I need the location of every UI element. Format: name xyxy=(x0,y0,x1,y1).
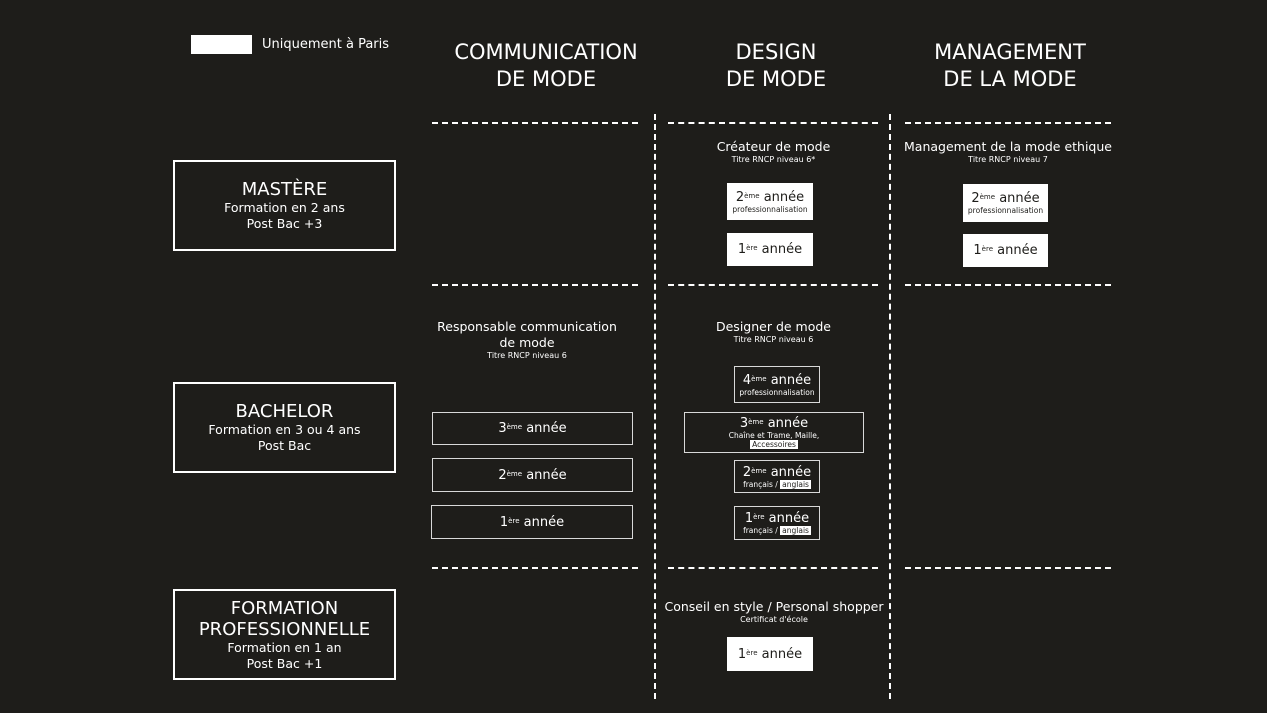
year-label: 1ère année xyxy=(499,514,565,530)
level-entry: Post Bac +3 xyxy=(246,216,323,231)
column-header-line: DE MODE xyxy=(495,67,597,91)
program-title: de mode xyxy=(499,335,555,350)
level-duration: Formation en 1 an xyxy=(227,639,342,655)
program-createur-de-mode xyxy=(676,139,871,165)
year-sub: Chaîne et Trame, Maille, xyxy=(728,431,820,440)
paris-only-highlight: anglais xyxy=(782,526,809,535)
year-label: 2ème année xyxy=(735,189,805,205)
program-rncp: Titre RNCP niveau 6 xyxy=(733,335,814,344)
program-designer-de-mode xyxy=(676,319,871,345)
level-box-bachelor xyxy=(173,382,396,473)
column-header-line: MANAGEMENT xyxy=(934,40,1086,64)
year-sub: professionnalisation xyxy=(967,206,1044,215)
level-title: BACHELOR xyxy=(235,401,334,422)
year-label: 3ème année xyxy=(498,421,567,436)
column-header-communication xyxy=(446,39,646,93)
program-conseil-en-style xyxy=(660,599,888,625)
row-separator xyxy=(432,284,638,286)
year-box-responsable-3 xyxy=(432,412,633,445)
year-label: 1ère année xyxy=(744,511,810,526)
year-box-designer-2 xyxy=(734,460,820,493)
row-separator xyxy=(905,567,1111,569)
level-entry: Post Bac +1 xyxy=(246,655,323,671)
row-separator xyxy=(668,567,878,569)
column-separator xyxy=(889,114,891,699)
program-title: Management de la mode ethique xyxy=(904,139,1112,154)
year-label: 2ème année xyxy=(498,467,567,483)
year-label: 2ème année xyxy=(742,464,812,480)
level-entry: Post Bac xyxy=(257,438,312,453)
year-sub: professionnalisation xyxy=(732,204,808,214)
row-separator xyxy=(905,284,1111,286)
level-box-mastere xyxy=(173,160,396,251)
column-header-line: DESIGN xyxy=(735,40,817,64)
paris-only-highlight: Accessoires xyxy=(752,440,796,449)
legend-label: Uniquement à Paris xyxy=(262,37,390,52)
year-label: 1ère année xyxy=(737,242,803,257)
column-header-design xyxy=(676,39,876,93)
program-rncp: Titre RNCP niveau 6 xyxy=(487,351,567,360)
program-title: Responsable communication xyxy=(437,319,617,334)
level-duration: Formation en 3 ou 4 ans xyxy=(208,422,361,437)
year-sub: français / anglais xyxy=(743,479,809,489)
year-box-createur-1 xyxy=(727,233,813,266)
level-title: MASTÈRE xyxy=(241,179,328,200)
year-box-designer-4 xyxy=(734,366,820,403)
year-box-responsable-2 xyxy=(432,458,633,492)
column-header-management xyxy=(910,39,1110,93)
year-sub: français / anglais xyxy=(743,526,809,535)
year-box-management-2 xyxy=(963,184,1048,222)
program-rncp: Titre RNCP niveau 6* xyxy=(731,155,816,164)
column-header-line: COMMUNICATION xyxy=(454,40,638,64)
program-rncp: Certificat d'école xyxy=(740,615,808,624)
year-box-designer-3 xyxy=(684,412,864,453)
row-separator xyxy=(432,122,638,124)
level-box-formation-professionnelle xyxy=(173,589,396,680)
paris-only-highlight: anglais xyxy=(782,479,809,489)
year-label: 1ère année xyxy=(973,243,1038,258)
year-box-designer-1 xyxy=(734,506,820,540)
year-box-management-1 xyxy=(963,234,1048,267)
year-box-responsable-1 xyxy=(431,505,633,539)
year-label: 1ère année xyxy=(737,646,803,662)
year-box-createur-2 xyxy=(727,183,813,220)
year-box-conseil-1 xyxy=(727,637,813,671)
row-separator xyxy=(432,567,638,569)
column-separator xyxy=(654,114,656,699)
year-label: 2ème année xyxy=(971,191,1040,206)
legend-swatch xyxy=(191,35,252,54)
program-title: Conseil en style / Personal shopper xyxy=(664,599,884,614)
level-title: PROFESSIONNELLE xyxy=(198,618,371,640)
program-title: Créateur de mode xyxy=(716,139,831,154)
level-title: FORMATION xyxy=(230,597,339,619)
row-separator xyxy=(905,122,1111,124)
year-label: 3ème année xyxy=(739,416,809,431)
program-responsable-communication xyxy=(432,319,622,361)
row-separator xyxy=(668,122,878,124)
year-label: 4ème année xyxy=(742,372,812,388)
column-header-line: DE MODE xyxy=(725,67,827,91)
program-management-ethique xyxy=(900,139,1116,165)
column-header-line: DE LA MODE xyxy=(943,67,1077,91)
year-sub: professionnalisation xyxy=(739,387,815,397)
program-title: Designer de mode xyxy=(715,319,831,334)
program-rncp: Titre RNCP niveau 7 xyxy=(968,155,1048,164)
row-separator xyxy=(668,284,878,286)
level-duration: Formation en 2 ans xyxy=(224,200,345,215)
